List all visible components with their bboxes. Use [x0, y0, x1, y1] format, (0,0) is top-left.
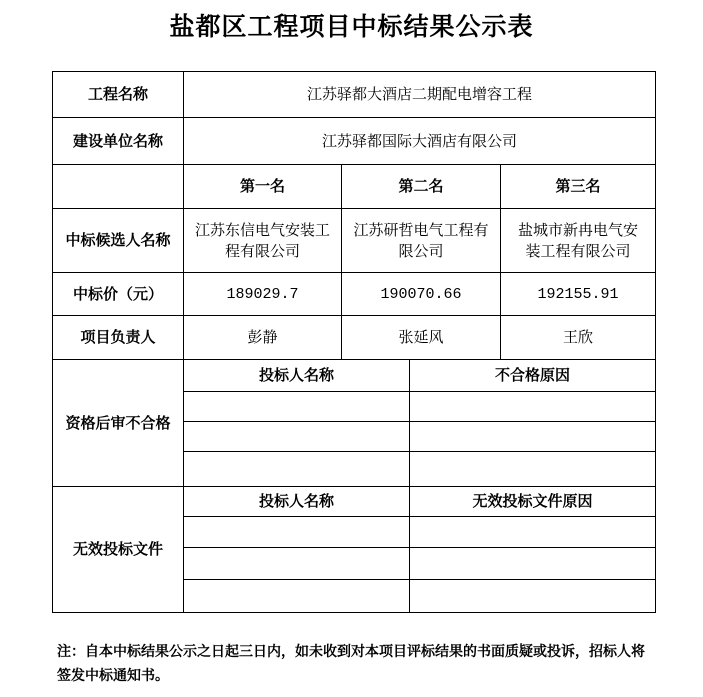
table-row-candidates: [53, 209, 656, 273]
unqualified-reason-cell: [410, 422, 656, 452]
rank-1-header: 第一名: [184, 165, 342, 209]
project-manager-2: 张延风: [342, 316, 501, 360]
table-row-invalid-header: [53, 487, 656, 517]
unqualified-bidder-cell: [184, 392, 410, 422]
unqualified-section-label: 资格后审不合格: [53, 360, 184, 487]
corner-cell: [53, 165, 184, 209]
bid-price-2: 190070.66: [342, 273, 501, 316]
candidates-label: 中标候选人名称: [53, 209, 184, 273]
table-row-rank-headers: [53, 165, 656, 209]
project-manager-3: 王欣: [501, 316, 656, 360]
footnote: 注：自本中标结果公示之日起三日内，如未收到对本项目评标结果的书面质疑或投诉，招标人将签发中标通知书。: [57, 643, 645, 683]
invalid-reason-cell: [410, 517, 656, 548]
unqualified-bidder-cell: [184, 422, 410, 452]
bid-price-3: 192155.91: [501, 273, 656, 316]
invalid-bidder-name-header: 投标人名称: [184, 487, 410, 517]
manager-label: 项目负责人: [53, 316, 184, 360]
invalid-section-label: 无效投标文件: [53, 487, 184, 613]
candidate-3-name: 盐城市新冉电气安装工程有限公司: [501, 209, 656, 273]
project-name-value: 江苏驿都大酒店二期配电增容工程: [184, 72, 656, 118]
invalid-bidder-cell: [184, 517, 410, 548]
unqualified-bidder-name-header: 投标人名称: [184, 360, 410, 392]
project-manager-1: 彭静: [184, 316, 342, 360]
candidate-1-name: 江苏东信电气安装工程有限公司: [184, 209, 342, 273]
page-title: 盐都区工程项目中标结果公示表: [169, 13, 534, 41]
bid-results-table: [52, 71, 656, 613]
table-row-unqualified-header: [53, 360, 656, 392]
unqualified-reason-cell: [410, 392, 656, 422]
owner-value: 江苏驿都国际大酒店有限公司: [184, 118, 656, 165]
invalid-reason-cell: [410, 548, 656, 580]
table-row-project-name: [53, 72, 656, 118]
invalid-bidder-cell: [184, 580, 410, 613]
rank-3-header: 第三名: [501, 165, 656, 209]
table-row-owner: [53, 118, 656, 165]
owner-label: 建设单位名称: [53, 118, 184, 165]
unqualified-reason-header: 不合格原因: [410, 360, 656, 392]
bid-price-1: 189029.7: [184, 273, 342, 316]
table-row-managers: [53, 316, 656, 360]
invalid-reason-header: 无效投标文件原因: [410, 487, 656, 517]
price-label: 中标价（元）: [53, 273, 184, 316]
candidate-2-name: 江苏研哲电气工程有限公司: [342, 209, 501, 273]
unqualified-bidder-cell: [184, 452, 410, 487]
invalid-reason-cell: [410, 580, 656, 613]
rank-2-header: 第二名: [342, 165, 501, 209]
table-row-prices: [53, 273, 656, 316]
unqualified-reason-cell: [410, 452, 656, 487]
invalid-bidder-cell: [184, 548, 410, 580]
project-name-label: 工程名称: [53, 72, 184, 118]
